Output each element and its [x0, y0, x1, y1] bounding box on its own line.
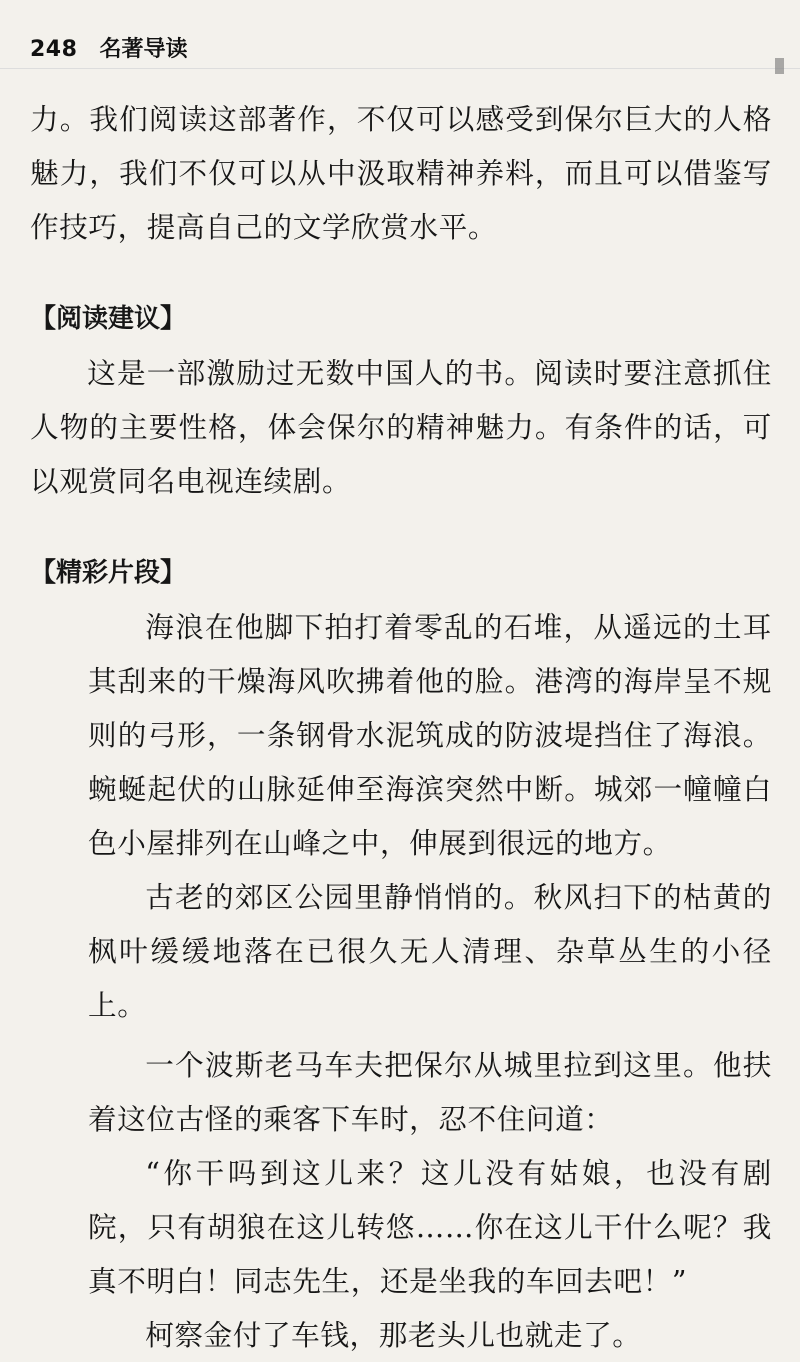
section-heading-reading-advice: 【阅读建议】 [30, 304, 187, 334]
page-edge-mark [775, 58, 784, 74]
intro-paragraph: 力。我们阅读这部著作，不仅可以感受到保尔巨大的人格魅力，我们不仅可以从中汲取精神养料，而且可以借鉴写作技巧，提高自己的文学欣赏水平。 [30, 102, 772, 244]
header-divider [0, 68, 800, 69]
excerpt-paragraph: “你干吗到这儿来？这儿没有姑娘，也没有剧院，只有胡狼在这儿转悠……你在这儿干什么呢？我真不明白！同志先生，还是坐我的车回去吧！” [88, 1156, 772, 1298]
page-header [30, 32, 187, 63]
excerpt-paragraph: 柯察金付了车钱，那老头儿也就走了。 [145, 1318, 642, 1352]
book-title: 名著导读 [99, 37, 188, 62]
excerpt-paragraph: 古老的郊区公园里静悄悄的。秋风扫下的枯黄的枫叶缓缓地落在已很久无人清理、杂草丛生的小径上。 [88, 880, 772, 1022]
reading-advice-paragraph: 这是一部激励过无数中国人的书。阅读时要注意抓住人物的主要性格，体会保尔的精神魅力。有条件的话，可以观赏同名电视连续剧。 [30, 356, 772, 498]
page-body [30, 92, 772, 1362]
section-heading-excerpt: 【精彩片段】 [30, 558, 187, 588]
excerpt-block [30, 600, 772, 1362]
excerpt-paragraph: 海浪在他脚下拍打着零乱的石堆，从遥远的土耳其刮来的干燥海风吹拂着他的脸。港湾的海岸呈不规则的弓形，一条钢骨水泥筑成的防波堤挡住了海浪。蜿蜒起伏的山脉延伸至海滨突然中断。城郊一幢幢白色小屋排列在山峰之中，伸展到很远的地方。 [88, 610, 772, 860]
page-number: 248 [30, 37, 78, 62]
excerpt-paragraph: 一个波斯老马车夫把保尔从城里拉到这里。他扶着这位古怪的乘客下车时，忍不住问道： [88, 1048, 772, 1136]
